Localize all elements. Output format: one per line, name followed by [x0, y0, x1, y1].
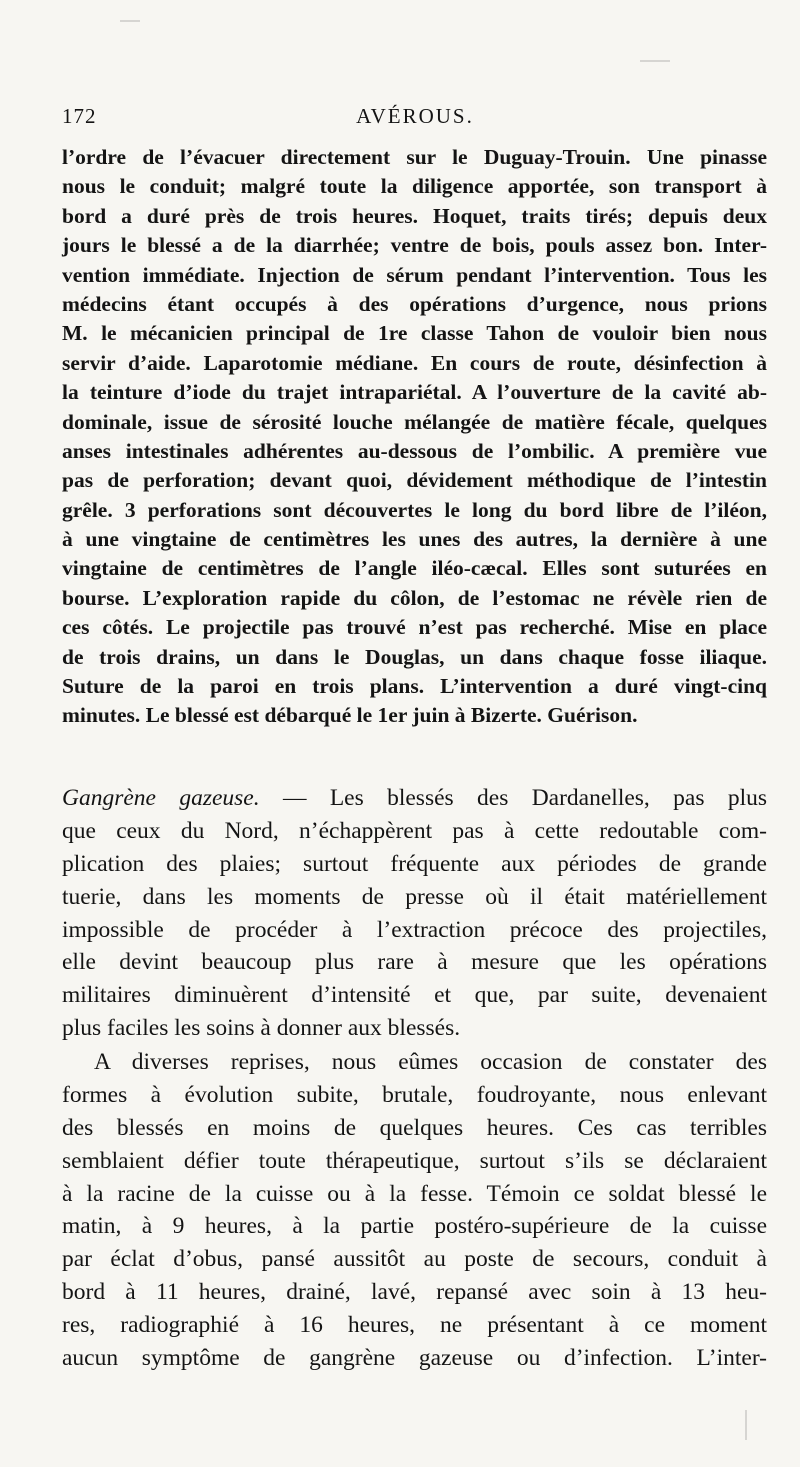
- text-line: à la racine de la cuisse ou à la fesse. Témoin ce soldat blessé le: [62, 1180, 767, 1207]
- text-line: elle devint beaucoup plus rare à mesure que les opérations: [62, 949, 767, 976]
- text-line: jours le blessé a de la diarrhée; ventre de bois, pouls assez bon. Inter-: [62, 233, 767, 258]
- text-line: matin, à 9 heures, à la partie postéro-supérieure de la cuisse: [62, 1213, 767, 1240]
- text-line: — Les blessés des Dardanelles, pas plus: [282, 785, 767, 811]
- paper-speck: [745, 1410, 747, 1440]
- text-line: à une vingtaine de centimètres les unes des autres, la dernière à une: [62, 527, 767, 552]
- text-line: la teinture d’iode du trajet intrapariétal. A l’ouverture de la cavité ab-: [62, 380, 767, 405]
- case-report-paragraph: [62, 143, 767, 731]
- gangrene-paragraph: [62, 782, 767, 1045]
- text-line: plus faciles les soins à donner aux blessés.: [62, 1015, 461, 1042]
- text-line: pas de perforation; devant quoi, dévidement méthodique de l’intestin: [62, 468, 767, 493]
- section-heading: Gangrène gazeuse.: [62, 785, 260, 811]
- paper-speck: [640, 60, 670, 62]
- paper-speck: [120, 20, 140, 22]
- text-line: aucun symptôme de gangrène gazeuse ou d’infection. L’inter-: [62, 1345, 767, 1372]
- text-line: médecins étant occupés à des opérations d’urgence, nous prions: [62, 291, 767, 316]
- text-line: bord a duré près de trois heures. Hoquet, traits tirés; depuis deux: [62, 203, 767, 228]
- text-line: que ceux du Nord, n’échappèrent pas à cette redoutable com-: [62, 817, 767, 844]
- text-line: M. le mécanicien principal de 1re classe Tahon de vouloir bien nous: [62, 321, 767, 346]
- page-header: [62, 104, 768, 134]
- page-number: 172: [62, 104, 97, 128]
- text-line: ces côtés. Le projectile pas trouvé n’est pas recherché. Mise en place: [62, 615, 767, 640]
- text-line: nous le conduit; malgré toute la diligence apportée, son transport à: [62, 174, 767, 199]
- text-line: impossible de procéder à l’extraction précoce des projectiles,: [62, 916, 767, 943]
- text-line: res, radiographié à 16 heures, ne présentant à ce moment: [62, 1312, 767, 1339]
- text-line: vingtaine de centimètres de l’angle iléo-cæcal. Elles sont suturées en: [62, 556, 767, 581]
- text-line: militaires diminuèrent d’intensité et que, par suite, devenaient: [62, 982, 767, 1009]
- text-line: grêle. 3 perforations sont découvertes le long du bord libre de l’iléon,: [62, 497, 767, 522]
- text-line: Suture de la paroi en trois plans. L’intervention a duré vingt-cinq: [62, 674, 767, 699]
- text-line: A diverses reprises, nous eûmes occasion de constater des: [94, 1049, 767, 1075]
- text-line: tuerie, dans les moments de presse où il était matériellement: [62, 883, 767, 910]
- text-line: dominale, issue de sérosité louche mélangée de matière fécale, quelques: [62, 409, 767, 434]
- text-line: semblaient défier toute thérapeutique, surtout s’ils se déclaraient: [62, 1147, 767, 1174]
- text-line: de trois drains, un dans le Douglas, un dans chaque fosse iliaque.: [62, 644, 767, 669]
- text-line: l’ordre de l’évacuer directement sur le Duguay-Trouin. Une pinasse: [62, 145, 767, 169]
- cases-paragraph: [62, 1046, 767, 1375]
- text-line: bourse. L’exploration rapide du côlon, de l’estomac ne révèle rien de: [62, 585, 767, 610]
- text-line: bord à 11 heures, drainé, lavé, repansé avec soin à 13 heu-: [62, 1279, 767, 1306]
- text-line: minutes. Le blessé est débarqué le 1er juin à Bizerte. Guérison.: [62, 703, 638, 728]
- text-line: par éclat d’obus, pansé aussitôt au poste de secours, conduit à: [62, 1246, 767, 1273]
- text-line: plication des plaies; surtout fréquente aux périodes de grande: [62, 850, 767, 877]
- text-line: des blessés en moins de quelques heures. Ces cas terribles: [62, 1114, 767, 1141]
- text-line: anses intestinales adhérentes au-dessous de l’ombilic. A première vue: [62, 438, 767, 463]
- text-line: vention immédiate. Injection de sérum pendant l’intervention. Tous les: [62, 262, 767, 287]
- text-line: servir d’aide. Laparotomie médiane. En cours de route, désinfection à: [62, 350, 767, 375]
- text-line: formes à évolution subite, brutale, foudroyante, nous enlevant: [62, 1081, 767, 1108]
- running-title: AVÉROUS.: [356, 104, 474, 128]
